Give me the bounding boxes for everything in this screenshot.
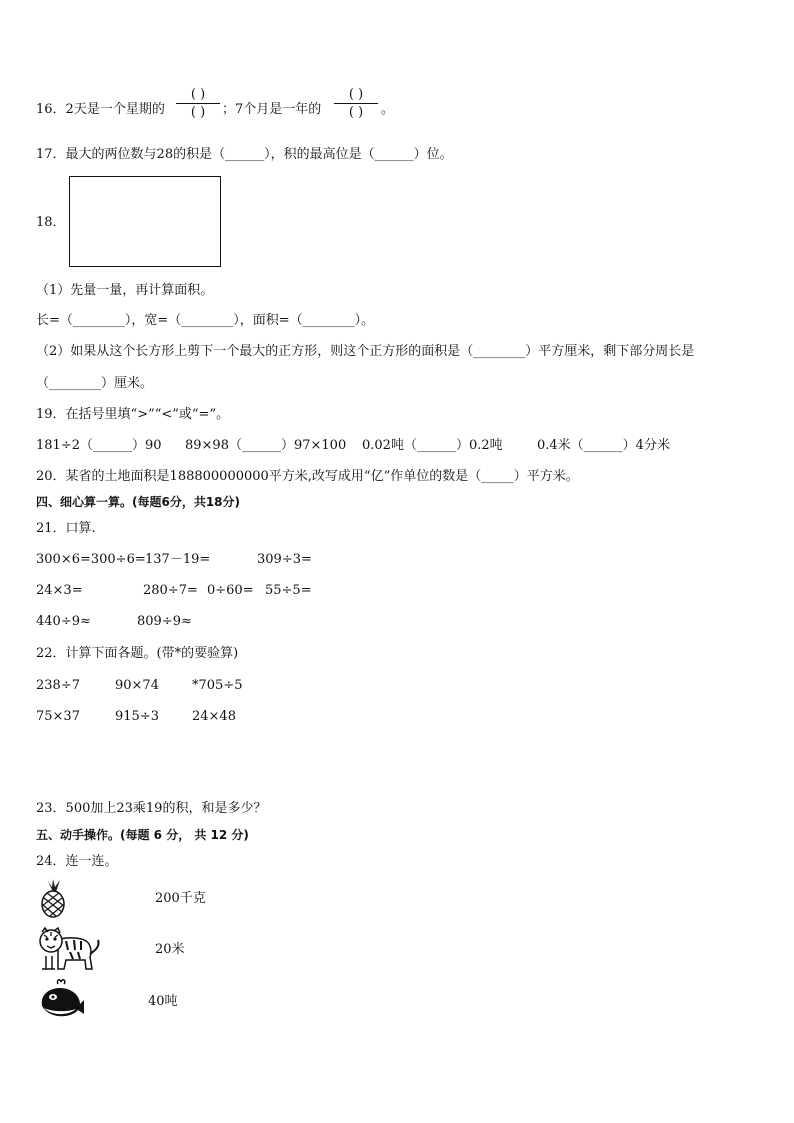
q19-text: 19．在括号里填“>”“<”或“=”。 xyxy=(36,407,230,422)
q23-text: 23．500加上23乘19的积，和是多少？ xyxy=(36,801,267,816)
q24-label[interactable]: 40吨 xyxy=(148,994,178,1009)
q18-sub1-fill: 长=（________），宽=（________），面积=（________）。 xyxy=(36,313,375,328)
q19-item: 0.4米（______）4分米 xyxy=(537,438,670,453)
q16-text-sep: ；7个月是一年的 xyxy=(222,102,322,117)
fraction-numerator[interactable]: ( ) xyxy=(348,87,364,102)
q22-title: 22．计算下面各题。(带*的要验算) xyxy=(36,646,239,661)
q21-item: 24×3= xyxy=(36,583,83,598)
q22-item: 915÷3 xyxy=(115,709,159,724)
q21-item: 809÷9≈ xyxy=(137,614,192,629)
q18-label: 18． xyxy=(36,215,66,230)
q22-item: 238÷7 xyxy=(36,678,80,693)
q22-item: 24×48 xyxy=(192,709,236,724)
section5-title: 五、动手操作。(每题 6 分， 共 12 分) xyxy=(36,828,249,842)
q21-item: 55÷5= xyxy=(265,583,312,598)
q24-label[interactable]: 20米 xyxy=(155,942,185,957)
pineapple-icon[interactable] xyxy=(36,878,70,918)
q22-item: 90×74 xyxy=(115,678,159,693)
q21-item: 309÷3= xyxy=(257,552,312,567)
q21-title: 21．口算. xyxy=(36,521,96,536)
q22-item: 75×37 xyxy=(36,709,80,724)
q24-title: 24．连一连。 xyxy=(36,854,118,869)
section4-title: 四、细心算一算。(每题6分，共18分) xyxy=(36,495,241,509)
fraction-denominator[interactable]: ( ) xyxy=(190,105,206,120)
whale-icon[interactable] xyxy=(38,978,86,1022)
q19-item: 89×98（______）97×100 xyxy=(185,438,347,453)
q16-fraction-week[interactable] xyxy=(176,88,220,119)
q16-text-end: 。 xyxy=(381,102,395,117)
q18-sub2-line1: （2）如果从这个长方形上剪下一个最大的正方形，则这个正方形的面积是（________）平方厘米，剩下部分周长是 xyxy=(36,344,695,359)
q18-sub2-line2: （________）厘米。 xyxy=(36,376,154,391)
q20-text: 20．某省的土地面积是188800000000平方米,改写成用“亿”作单位的数是（_____）平方米。 xyxy=(36,469,579,484)
q16-text-part1: 16．2天是一个星期的 xyxy=(36,102,165,117)
q17-text: 17．最大的两位数与28的积是（______），积的最高位是（______）位。 xyxy=(36,147,453,162)
q18-sub1: （1）先量一量，再计算面积。 xyxy=(36,283,214,298)
fraction-numerator[interactable]: ( ) xyxy=(190,87,206,102)
q21-item: 137－19= xyxy=(145,552,211,567)
q16-fraction-year[interactable] xyxy=(334,88,378,119)
q21-item: 300×6=300÷6= xyxy=(36,552,146,567)
q19-item: 181÷2（______）90 xyxy=(36,438,162,453)
q21-item: 440÷9≈ xyxy=(36,614,91,629)
fraction-bar xyxy=(176,103,220,104)
fraction-bar xyxy=(334,103,378,104)
q18-rectangle xyxy=(69,176,221,267)
q22-item: *705÷5 xyxy=(192,678,243,693)
q19-item: 0.02吨（______）0.2吨 xyxy=(362,438,503,453)
q24-label[interactable]: 200千克 xyxy=(155,891,206,906)
fraction-denominator[interactable]: ( ) xyxy=(348,105,364,120)
tiger-icon[interactable] xyxy=(36,926,102,972)
q21-item: 280÷7= xyxy=(143,583,198,598)
q21-item: 0÷60= xyxy=(207,583,254,598)
